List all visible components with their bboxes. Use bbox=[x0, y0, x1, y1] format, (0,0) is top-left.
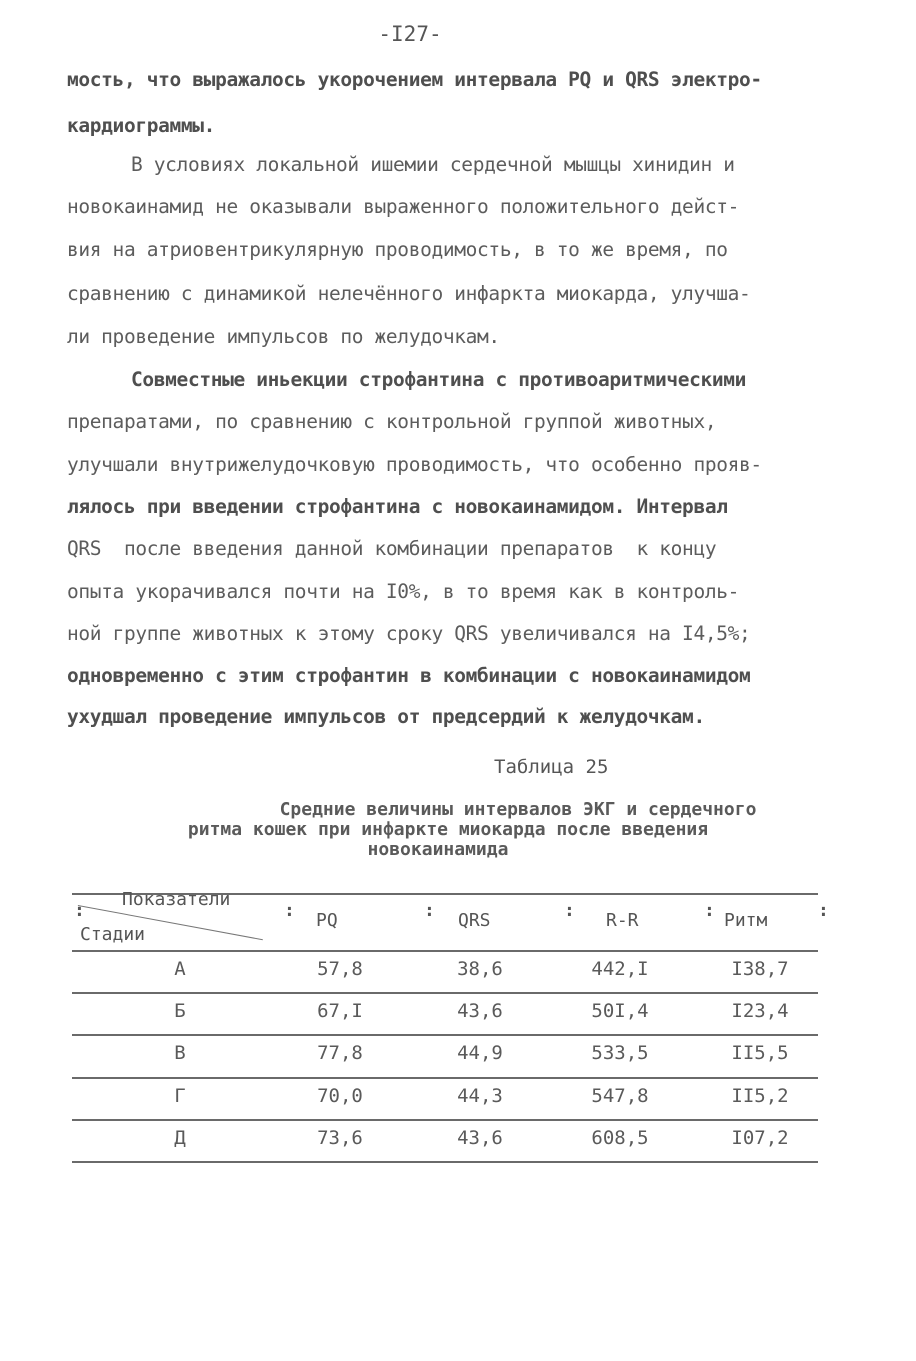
corner-header-indicators: Показатели bbox=[122, 889, 231, 910]
table-cell: 442,I bbox=[591, 958, 649, 980]
table-cell: I07,2 bbox=[731, 1127, 789, 1149]
column-header-pq: PQ bbox=[316, 910, 338, 931]
table-cell-stage: В bbox=[174, 1042, 186, 1064]
table-cell: I38,7 bbox=[731, 958, 789, 980]
table-row-rule bbox=[72, 1034, 818, 1036]
table-cell: 38,6 bbox=[457, 958, 503, 980]
table-cell: II5,2 bbox=[731, 1085, 789, 1107]
table-cell-stage: Г bbox=[174, 1085, 186, 1107]
table-row-rule bbox=[72, 1119, 818, 1121]
table-row-rule bbox=[72, 1161, 818, 1163]
table-cell: 44,9 bbox=[457, 1042, 503, 1064]
column-separator: : bbox=[564, 900, 575, 921]
column-separator: : bbox=[284, 900, 295, 921]
table-cell-stage: А bbox=[174, 958, 186, 980]
text-line: QRS после введения данной комбинации препаратов к концу bbox=[67, 537, 717, 560]
table-cell: 533,5 bbox=[591, 1042, 649, 1064]
caption-line: ритма кошек при инфаркте миокарда после введения bbox=[187, 819, 709, 840]
text-line: мость, что выражалось укорочением интервала PQ и QRS электро- bbox=[67, 68, 762, 91]
column-separator: : bbox=[818, 900, 829, 921]
caption-line: новокаинамида bbox=[367, 839, 509, 860]
text-line: кардиограммы. bbox=[67, 114, 216, 137]
table-cell: 67,I bbox=[317, 1000, 363, 1022]
text-line: ли проведение импульсов по желудочкам. bbox=[67, 325, 500, 348]
table-row-rule bbox=[72, 992, 818, 994]
text-line: одновременно с этим строфантин в комбинации с новокаинамидом bbox=[67, 664, 751, 687]
text-line: Совместные иньекции строфантина с противоаритмическими bbox=[131, 368, 747, 391]
text-line: ухудшал проведение импульсов от предсердий к желудочкам. bbox=[67, 705, 705, 728]
text-line: В условиях локальной ишемии сердечной мышцы хинидин и bbox=[131, 153, 735, 176]
table-cell: II5,5 bbox=[731, 1042, 789, 1064]
text-line: лялось при введении строфантина с новокаинамидом. Интервал bbox=[67, 495, 728, 518]
table-cell-stage: Б bbox=[174, 1000, 186, 1022]
text-line: сравнению с динамикой нелечённого инфаркта миокарда, улучша- bbox=[67, 282, 751, 305]
table-cell-stage: Д bbox=[174, 1127, 186, 1149]
column-header-rhythm: Ритм bbox=[724, 910, 768, 931]
table-label: Таблица 25 bbox=[494, 756, 609, 778]
corner-header-stages: Стадии bbox=[80, 924, 146, 945]
text-line: вия на атриовентрикулярную проводимость, в то же время, по bbox=[67, 238, 728, 261]
table-cell: 57,8 bbox=[317, 958, 363, 980]
table-cell: 77,8 bbox=[317, 1042, 363, 1064]
column-separator: : bbox=[74, 900, 85, 921]
table-cell: 608,5 bbox=[591, 1127, 649, 1149]
text-line: опыта укорачивался почти на I0%, в то время как в контроль- bbox=[67, 580, 740, 603]
table-cell: 50I,4 bbox=[591, 1000, 649, 1022]
page-number: -I27- bbox=[378, 22, 442, 46]
table-cell: I23,4 bbox=[731, 1000, 789, 1022]
table-header-rule bbox=[72, 950, 818, 952]
column-separator: : bbox=[424, 900, 435, 921]
table-row-rule bbox=[72, 1077, 818, 1079]
column-separator: : bbox=[704, 900, 715, 921]
text-line: ной группе животных к этому сроку QRS увеличивался на I4,5%; bbox=[67, 622, 751, 645]
column-header-qrs: QRS bbox=[458, 910, 491, 931]
text-line: улучшали внутрижелудочковую проводимость, что особенно прояв- bbox=[67, 453, 762, 476]
text-line: препаратами, по сравнению с контрольной группой животных, bbox=[67, 410, 717, 433]
column-header-rr: R-R bbox=[606, 910, 639, 931]
table-cell: 547,8 bbox=[591, 1085, 649, 1107]
text-line: новокаинамид не оказывали выраженного положительного дейст- bbox=[67, 195, 740, 218]
table-cell: 44,3 bbox=[457, 1085, 503, 1107]
caption-line: Средние величины интервалов ЭКГ и сердечного bbox=[279, 799, 757, 820]
table-cell: 70,0 bbox=[317, 1085, 363, 1107]
table-cell: 43,6 bbox=[457, 1127, 503, 1149]
table-cell: 43,6 bbox=[457, 1000, 503, 1022]
table-cell: 73,6 bbox=[317, 1127, 363, 1149]
